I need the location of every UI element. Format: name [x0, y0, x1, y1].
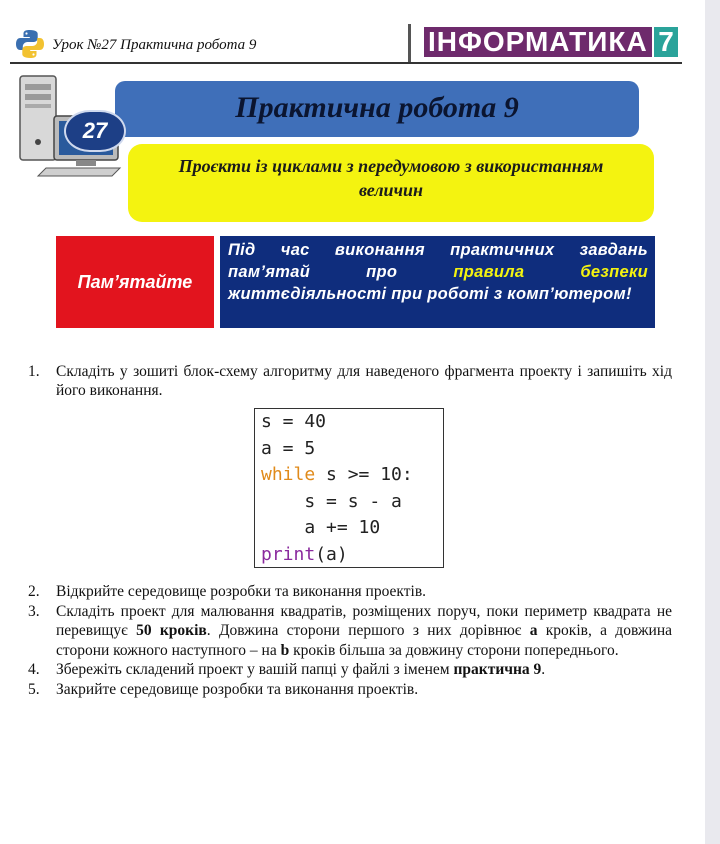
task-number: 4. [28, 661, 40, 678]
title-banner [115, 81, 639, 137]
code-line-1: s = 40 [261, 411, 327, 432]
task-bold-value: практична 9 [453, 661, 542, 678]
task-number: 1. [28, 363, 40, 380]
header-divider [408, 24, 411, 64]
task-bold-value: a [529, 622, 538, 639]
task-text [56, 603, 672, 659]
brand-text: ІНФОРМАТИКА [424, 27, 652, 57]
remember-box [56, 236, 214, 328]
remember-label: Пам’ятайте [77, 272, 193, 292]
task-item-1 [28, 362, 672, 400]
page-edge [705, 0, 720, 844]
code-function: print [261, 543, 316, 565]
page-title: Практична робота 9 [235, 91, 519, 124]
task-number: 3. [28, 602, 40, 620]
brand-logo [424, 27, 678, 57]
task-text: Складіть у зошиті блок-схему алгоритму для наведеного фрагмента проекту і запишіть хід його виконання. [56, 363, 672, 399]
safety-note-end: життєдіяльності при роботі з комп’ютером! [228, 285, 632, 303]
code-keyword: while [261, 464, 316, 485]
brand-number: 7 [654, 27, 678, 57]
task-list-top [28, 362, 672, 400]
task-bold-value: 50 кроків [136, 622, 207, 639]
task-item-3 [28, 602, 672, 661]
safety-note-box [220, 236, 655, 328]
task-item-4 [28, 660, 672, 680]
task-text: Закрийте середовище розробки та виконання проектів. [56, 680, 419, 698]
code-line-6 [261, 542, 443, 569]
page-subtitle: Проєкти із циклами з передумовою з використанням величин [178, 156, 604, 200]
code-line-4: s = s - a [261, 490, 402, 512]
task-bold-value: b [280, 641, 290, 659]
python-logo-icon [14, 28, 46, 60]
page-header [10, 22, 682, 64]
task-item-2 [28, 582, 672, 602]
code-line-3-rest: s >= 10: [315, 464, 413, 485]
lesson-number-badge: 27 [64, 110, 126, 152]
task-text-part: кроків, а довжина сторони кожного наступного – на [56, 622, 672, 659]
task-text-part: кроків більша за довжину сторони попереднього. [289, 641, 619, 659]
task-number: 2. [28, 583, 40, 600]
task-number: 5. [28, 680, 40, 698]
code-line-3 [261, 462, 443, 489]
code-block [254, 408, 444, 568]
task-text-part: Збережіть складений проект у вашій папці у файлі з іменем [56, 661, 454, 678]
code-line-5: a += 10 [261, 517, 381, 538]
subtitle-banner [128, 144, 654, 222]
safety-note-start: Під час виконання практичних завдань пам’ятай про [228, 241, 648, 281]
task-text-part: . Довжина сторони першого з них дорівнює [206, 622, 530, 639]
safety-note-highlight: правила безпеки [453, 263, 648, 281]
safety-note-text [228, 239, 648, 305]
task-text: Відкрийте середовище розробки та виконання проектів. [56, 583, 427, 600]
task-item-5 [28, 680, 672, 700]
task-text-part: . [541, 661, 546, 678]
header-rule [10, 62, 682, 64]
task-text [56, 661, 545, 678]
lesson-title: Урок №27 Практична робота 9 [52, 37, 257, 53]
task-text-part: Складіть проект для малювання квадратів, розміщених поруч, поки периметр квадрата не перевищує [56, 602, 672, 639]
task-list-bottom [28, 582, 672, 699]
code-line-2: a = 5 [261, 437, 316, 459]
code-line-6-rest: (a) [315, 543, 348, 565]
